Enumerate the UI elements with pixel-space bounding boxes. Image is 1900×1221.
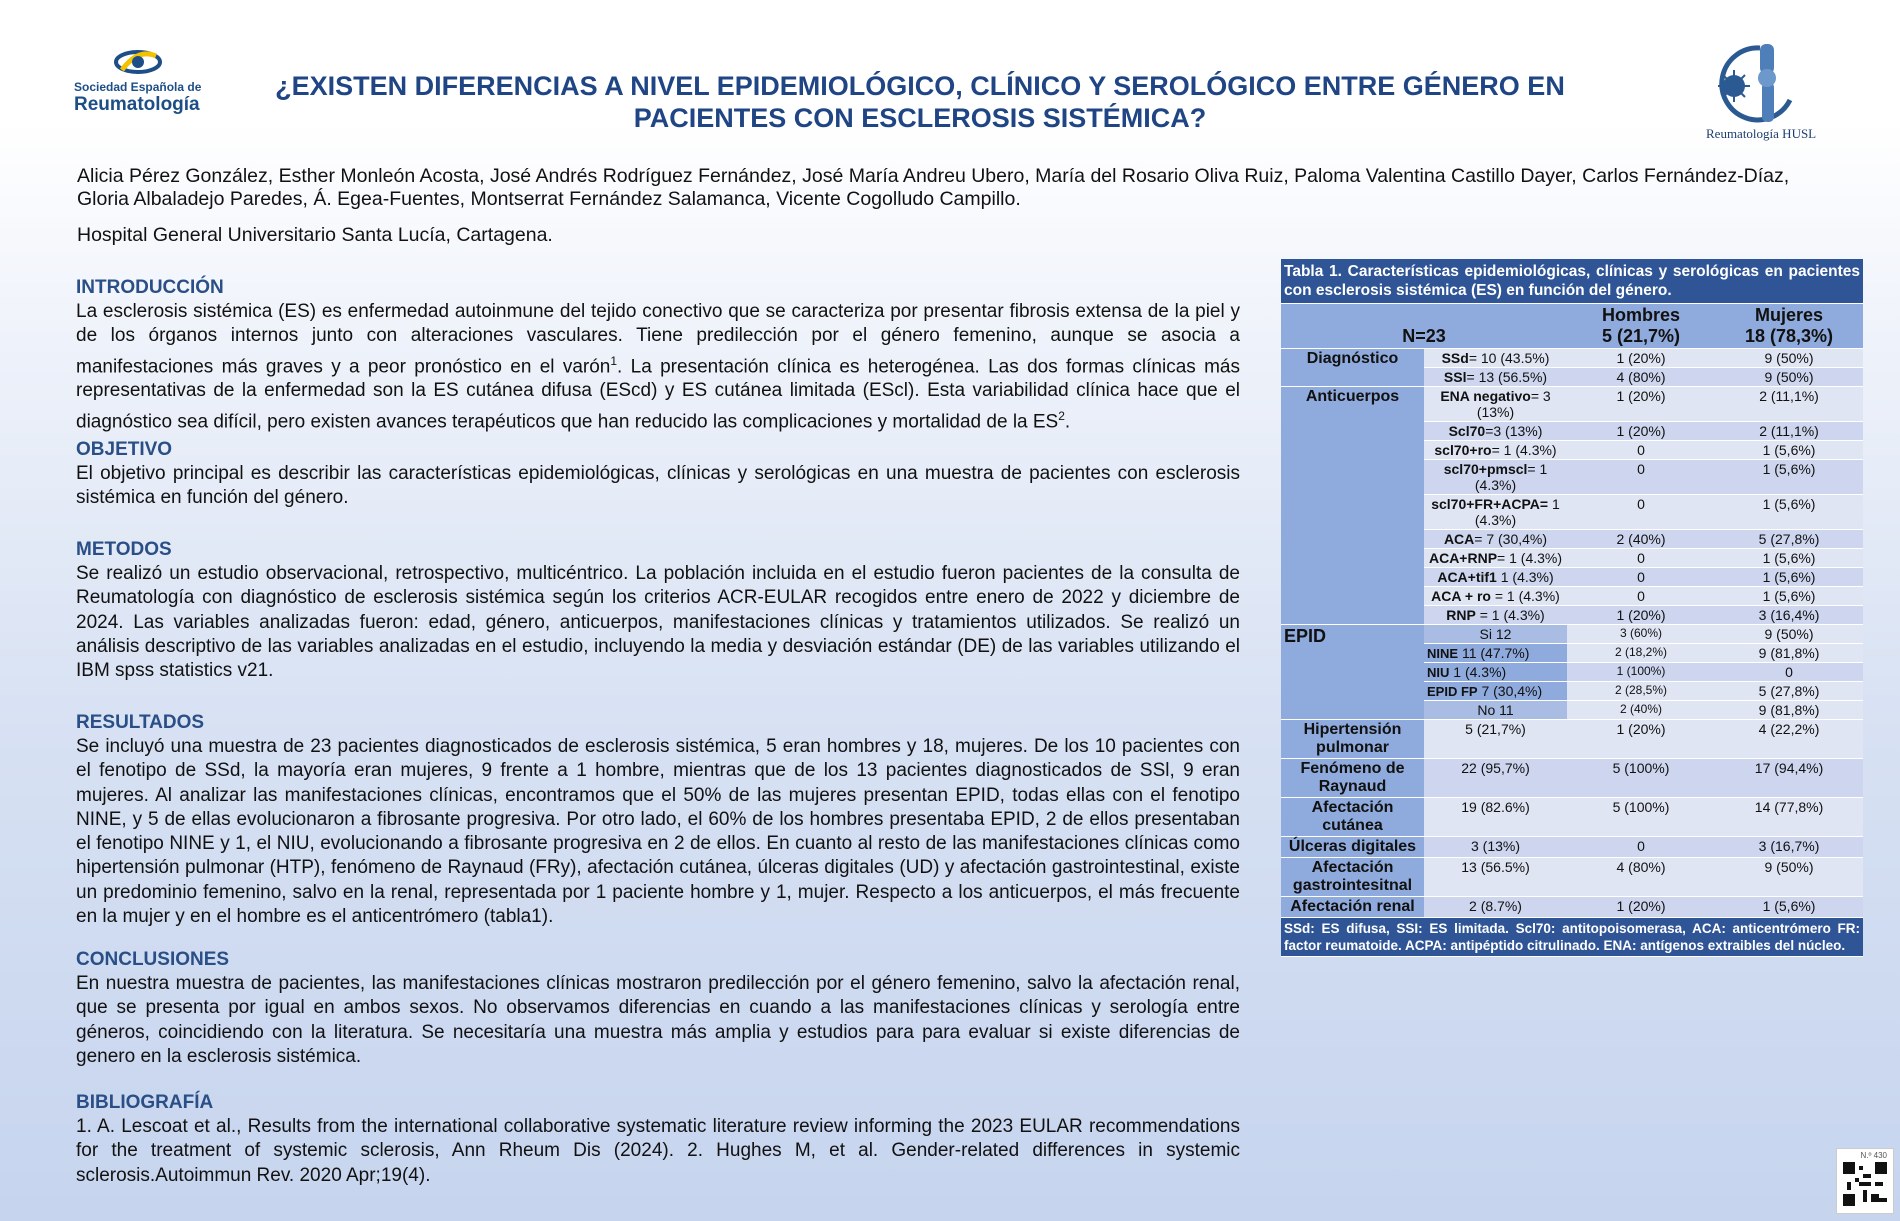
table-col-mujeres: Mujeres 18 (78,3%) <box>1715 304 1863 349</box>
epid-subtype-label: NINE 11 (47.7%) <box>1424 644 1567 663</box>
table-row <box>1281 625 1863 644</box>
cell-hombres: 0 <box>1567 837 1715 858</box>
cell-mujeres: 3 (16,4%) <box>1715 606 1863 625</box>
table-n-header: N=23 <box>1281 304 1567 349</box>
row-label: ACA + ro = 1 (4.3%) <box>1424 587 1567 606</box>
section-introduccion <box>76 276 1240 434</box>
epid-no-label: No 11 <box>1424 701 1567 720</box>
section-objetivo <box>76 438 1240 511</box>
husl-logo-label: Reumatología HUSL <box>1706 126 1817 141</box>
table-row <box>1281 897 1863 918</box>
cell-hombres: 1 (20%) <box>1567 897 1715 918</box>
row-label: ACA+tif1 1 (4.3%) <box>1424 568 1567 587</box>
cell-hombres: 2 (40%) <box>1567 530 1715 549</box>
cell-mujeres: 14 (77,8%) <box>1715 798 1863 837</box>
section-heading: CONCLUSIONES <box>76 949 230 970</box>
row-label: SSl= 13 (56.5%) <box>1424 368 1567 387</box>
cell-hombres: 0 <box>1567 549 1715 568</box>
cell-mujeres: 9 (50%) <box>1715 368 1863 387</box>
table-caption: Tabla 1. Características epidemiológicas, clínicas y serológicas en pacientes con esclerosis sistémica (ES) en función del género. <box>1281 259 1863 304</box>
row-group-label: Afectación gastrointesitnal <box>1281 858 1424 897</box>
cell-mujeres: 9 (81,8%) <box>1715 701 1863 720</box>
cell-mujeres: 4 (22,2%) <box>1715 720 1863 759</box>
cell-hombres: 2 (28,5%) <box>1567 682 1715 701</box>
qr-code <box>1836 1148 1894 1214</box>
row-group-label: Úlceras digitales <box>1281 837 1424 858</box>
cell-hombres: 1 (20%) <box>1567 606 1715 625</box>
row-group-label: Afectación cutánea <box>1281 798 1424 837</box>
affiliation: Hospital General Universitario Santa Lucía, Cartagena. <box>77 224 553 246</box>
table-footnote: SSd: ES difusa, SSI: ES limitada. Scl70: antitopoisomerasa, ACA: anticentrómero FR: factor reumatoide. ACPA: antipéptido citrulinado. ENA: antígenos extraibles del núcleo. <box>1281 918 1863 957</box>
cell-total: 3 (13%) <box>1424 837 1567 858</box>
knee-joint-icon <box>1700 40 1810 126</box>
table-body <box>1281 349 1863 918</box>
section-heading: OBJETIVO <box>76 439 173 460</box>
cell-mujeres: 1 (5,6%) <box>1715 549 1863 568</box>
cell-hombres: 0 <box>1567 460 1715 495</box>
cell-total: 2 (8.7%) <box>1424 897 1567 918</box>
section-resultados <box>76 711 1240 929</box>
cell-hombres: 1 (20%) <box>1567 720 1715 759</box>
cell-mujeres: 1 (5,6%) <box>1715 460 1863 495</box>
section-bibliografia <box>76 1091 1240 1188</box>
cell-hombres: 0 <box>1567 495 1715 530</box>
table-row <box>1281 858 1863 897</box>
logo-text-line1: Sociedad Española de <box>74 80 202 94</box>
cell-mujeres: 0 <box>1715 663 1863 682</box>
cell-hombres: 1 (20%) <box>1567 349 1715 368</box>
cell-hombres: 1 (20%) <box>1567 422 1715 441</box>
cell-mujeres: 1 (5,6%) <box>1715 495 1863 530</box>
section-conclusiones <box>76 948 1240 1069</box>
qr-code-icon <box>1843 1162 1887 1206</box>
section-heading: METODOS <box>76 539 172 560</box>
section-body: Se incluyó una muestra de 23 pacientes diagnosticados de esclerosis sistémica, 5 eran hombres y 18, mujeres. De los 10 pacientes con el fenotipo de SSd, la mayoría eran mujeres, 9 frente a 1 hombre, mientras que de los 13 pacientes diagnosticados de SSl, 9 eran mujeres. Al analizar las manifestaciones clínicas, encontramos que el 50% de las mujeres presentan EPID, todas ellas con el fenotipo NINE, y 5 de ellas evolucionaron a fibrosante progresiva. Por otro lado, el 60% de los hombres presentaba EPID, 2 de ellos presentaban el fenotipo NINE y 1, el NIU, evolucionando a fibrosante progresiva en 2 de ellos. En cuanto al resto de las manifestaciones clínicas como hipertensión pulmonar (HTP), fenómeno de Raynaud (FRy), afectación cutánea, úlceras digitales (UD) y afectación gastrointestinal, existe un predominio femenino, salvo en la renal, representada por 1 paciente hombre y 1, mujer. Respecto a los anticuerpos, el más frecuente en la mujer y en el hombre es el anticentrómero (tabla1). <box>76 736 1240 928</box>
author-list: Alicia Pérez González, Esther Monleón Acosta, José Andrés Rodríguez Fernández, José María Andreu Ubero, María del Rosario Oliva Ruiz, Paloma Valentina Castillo Dayer, Carlos Fernández-Díaz, Gloria Albaladejo Paredes, Á. Egea-Fuentes, Montserrat Fernández Salamanca, Vicente Cogolludo Campillo. <box>77 165 1790 210</box>
cell-hombres: 5 (100%) <box>1567 798 1715 837</box>
cell-hombres: 4 (80%) <box>1567 368 1715 387</box>
cell-mujeres: 2 (11,1%) <box>1715 387 1863 422</box>
cell-mujeres: 9 (81,8%) <box>1715 644 1863 663</box>
title-line1: ¿EXISTEN DIFERENCIAS A NIVEL EPIDEMIOLÓGICO, CLÍNICO Y SEROLÓGICO ENTRE GÉNERO EN <box>275 71 1565 101</box>
row-group-label: EPID <box>1281 625 1424 720</box>
title-line2: PACIENTES CON ESCLEROSIS SISTÉMICA? <box>633 103 1207 133</box>
cell-hombres: 1 (20%) <box>1567 387 1715 422</box>
husl-logo <box>1700 40 1830 140</box>
section-body: 1. A. Lescoat et al., Results from the international collaborative systematic literature review informing the 2023 EULAR recommendations for the treatment of systemic sclerosis, Ann Rheum Dis (2024). 2. Hughes M, et al. Gender-related differences in systemic sclerosis.Autoimmun Rev. 2020 Apr;19(4). <box>76 1116 1240 1186</box>
table-row <box>1281 387 1863 422</box>
section-body: El objetivo principal es describir las características epidemiológicas, clínicas y serológicas en una muestra de pacientes con esclerosis sistémica en función del género. <box>76 463 1240 509</box>
cell-mujeres: 9 (50%) <box>1715 349 1863 368</box>
row-label: Scl70=3 (13%) <box>1424 422 1567 441</box>
cell-hombres: 2 (18,2%) <box>1567 644 1715 663</box>
row-label: scl70+ro= 1 (4.3%) <box>1424 441 1567 460</box>
cell-total: 22 (95,7%) <box>1424 759 1567 798</box>
table-col-hombres: Hombres 5 (21,7%) <box>1567 304 1715 349</box>
cell-total: 19 (82.6%) <box>1424 798 1567 837</box>
cell-total: 5 (21,7%) <box>1424 720 1567 759</box>
row-label: scl70+FR+ACPA= 1 (4.3%) <box>1424 495 1567 530</box>
row-label: SSd= 10 (43.5%) <box>1424 349 1567 368</box>
section-heading: BIBLIOGRAFÍA <box>76 1092 214 1113</box>
cell-mujeres: 9 (50%) <box>1715 625 1863 644</box>
cell-mujeres: 9 (50%) <box>1715 858 1863 897</box>
logo-mark-icon <box>112 44 164 84</box>
logo-text-line2: Reumatología <box>74 94 200 115</box>
poster-number: N.º 430 <box>1860 1151 1887 1160</box>
section-body: En nuestra muestra de pacientes, las manifestaciones clínicas mostraron predilección por el género femenino, salvo la afectación renal, que se presenta por igual en ambos sexos. No observamos diferencias en cuando a las manifestaciones clínicas y serología entre géneros, coincidiendo con la literatura. Se necesitaría una muestra más amplia y estudios para para evaluar si existe diferencias de genero en la esclerosis sistémica. <box>76 973 1240 1067</box>
cell-mujeres: 1 (5,6%) <box>1715 897 1863 918</box>
cell-hombres: 1 (100%) <box>1567 663 1715 682</box>
cell-mujeres: 5 (27,8%) <box>1715 530 1863 549</box>
seremu-logo <box>74 44 204 114</box>
cell-hombres: 0 <box>1567 587 1715 606</box>
section-heading: INTRODUCCIÓN <box>76 277 224 298</box>
row-group-label: Hipertensión pulmonar <box>1281 720 1424 759</box>
section-body: Se realizó un estudio observacional, retrospectivo, multicéntrico. La población incluida en el estudio fueron pacientes de la consulta de Reumatología con diagnóstico de esclerosis sistémica según los criterios ACR-EULAR recogidos entre enero de 2022 y diciembre de 2024. Las variables analizadas fueron: edad, género, anticuerpos, manifestaciones clínicas y tratamientos utilizados. Se realizó un análisis descriptivo de las variables analizadas en el estudio, incluyendo la media y desviación estándar (DE) de las variables utilizando el IBM spss statistics v21. <box>76 563 1240 682</box>
section-body: La esclerosis sistémica (ES) es enfermedad autoinmune del tejido conectivo que se caracteriza por presentar fibrosis extensa de la piel y de los órganos internos junto con alteraciones vasculares. Tiene predilección por el género femenino, aunque se asocia a manifestaciones más graves y a peor pronóstico en el varón$^1$. La presentación clínica es heterogénea. Las dos formas clínicas más representativas de la enfermedad son la ES cutánea difusa (EScd) y ES cutánea limitada (EScl). Esta variabilidad clínica hace que el diagnóstico sea difícil, pero existen avances terapéuticos que han reducido las complicaciones y mortalidad de la $ES^2$. <box>76 301 1240 432</box>
cell-mujeres: 3 (16,7%) <box>1715 837 1863 858</box>
section-metodos <box>76 538 1240 683</box>
row-group-label: Fenómeno de Raynaud <box>1281 759 1424 798</box>
cell-hombres: 5 (100%) <box>1567 759 1715 798</box>
cell-mujeres: 1 (5,6%) <box>1715 587 1863 606</box>
table-row <box>1281 798 1863 837</box>
epid-subtype-label: NIU 1 (4.3%) <box>1424 663 1567 682</box>
row-label: ACA+RNP= 1 (4.3%) <box>1424 549 1567 568</box>
section-heading: RESULTADOS <box>76 712 205 733</box>
table-row <box>1281 720 1863 759</box>
poster-title <box>220 70 1620 134</box>
table-row <box>1281 837 1863 858</box>
row-label: RNP = 1 (4.3%) <box>1424 606 1567 625</box>
cell-hombres: 0 <box>1567 568 1715 587</box>
cell-mujeres: 1 (5,6%) <box>1715 568 1863 587</box>
row-group-label: Anticuerpos <box>1281 387 1424 625</box>
cell-total: 13 (56.5%) <box>1424 858 1567 897</box>
row-label: ENA negativo= 3 (13%) <box>1424 387 1567 422</box>
table-row <box>1281 349 1863 368</box>
row-label: ACA= 7 (30,4%) <box>1424 530 1567 549</box>
results-table <box>1281 259 1863 957</box>
epid-si-label: Si 12 <box>1424 625 1567 644</box>
cell-hombres: 3 (60%) <box>1567 625 1715 644</box>
row-label: scl70+pmscl= 1 (4.3%) <box>1424 460 1567 495</box>
row-group-label: Afectación renal <box>1281 897 1424 918</box>
cell-hombres: 2 (40%) <box>1567 701 1715 720</box>
cell-mujeres: 2 (11,1%) <box>1715 422 1863 441</box>
row-group-label: Diagnóstico <box>1281 349 1424 387</box>
cell-hombres: 4 (80%) <box>1567 858 1715 897</box>
cell-mujeres: 17 (94,4%) <box>1715 759 1863 798</box>
table-row <box>1281 759 1863 798</box>
cell-mujeres: 1 (5,6%) <box>1715 441 1863 460</box>
cell-mujeres: 5 (27,8%) <box>1715 682 1863 701</box>
cell-hombres: 0 <box>1567 441 1715 460</box>
epid-subtype-label: EPID FP 7 (30,4%) <box>1424 682 1567 701</box>
